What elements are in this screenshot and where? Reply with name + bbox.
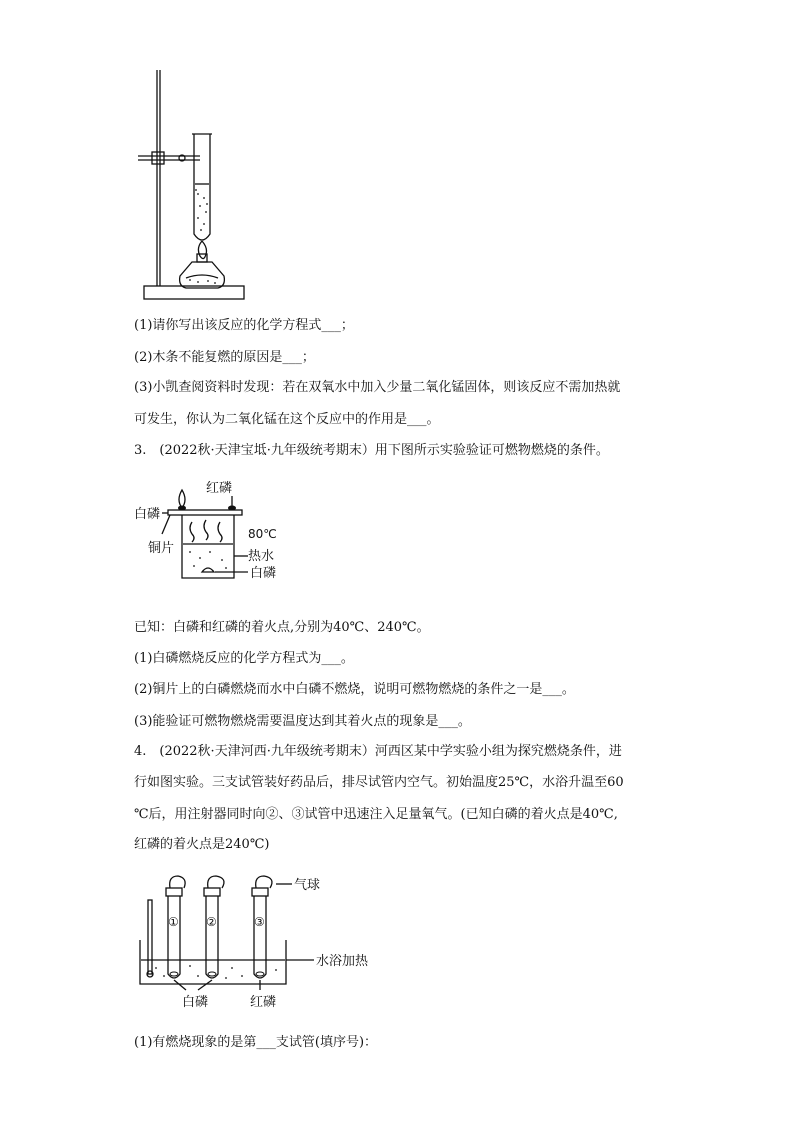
q3-sub2: (2)铜片上的白磷燃烧而水中白磷不燃烧，说明可燃物燃烧的条件之一是___。: [134, 682, 575, 697]
label-water-bath: 水浴加热: [316, 954, 369, 969]
q4-sub1: (1)有燃烧现象的是第___支试管(填序号)：: [134, 1035, 378, 1050]
label-white-phosphorus-bottom: 白磷: [250, 566, 277, 581]
label-copper-sheet: 铜片: [148, 541, 175, 556]
label-tube-1: ①: [168, 915, 179, 929]
figure-iron-stand-apparatus: [138, 66, 248, 304]
label-red-phosphorus: 红磷: [206, 481, 233, 496]
label-balloon: 气球: [294, 878, 321, 893]
label-hot-water: 热水: [248, 549, 275, 564]
q3-known: 已知：白磷和红磷的着火点,分别为40℃、240℃。: [134, 620, 430, 635]
label-temperature: 80℃: [248, 527, 277, 541]
label-white-phosphorus: 白磷: [182, 995, 209, 1010]
figure-water-bath-test-tubes: [136, 866, 376, 1016]
label-tube-3: ③: [254, 915, 265, 929]
q2-sub3-line1: (3)小凯查阅资料时发现：若在双氧水中加入少量二氧化锰固体，则该反应不需加热就: [134, 380, 621, 395]
figure-beaker-copper-sheet: [130, 476, 290, 586]
q4-line1: 4. (2022秋·天津河西·九年级统考期末）河西区某中学实验小组为探究燃烧条件，进: [134, 744, 622, 759]
q2-sub2: (2)木条不能复燃的原因是___；: [134, 350, 315, 365]
q3-heading: 3. (2022秋·天津宝坻·九年级统考期末）用下图所示实验验证可燃物燃烧的条件。: [134, 443, 609, 458]
label-tube-2: ②: [206, 915, 217, 929]
label-white-phosphorus-top: 白磷: [134, 507, 161, 522]
q2-sub1: (1)请你写出该反应的化学方程式___；: [134, 318, 354, 333]
q2-sub3-line2: 可发生，你认为二氧化锰在这个反应中的作用是___。: [134, 412, 440, 427]
q4-line3: ℃后，用注射器同时向②、③试管中迅速注入足量氧气。(已知白磷的着火点是40℃,: [134, 807, 618, 822]
label-red-phosphorus: 红磷: [250, 995, 277, 1010]
q4-line2: 行如图实验。三支试管装好药品后，排尽试管内空气。初始温度25℃，水浴升温至60: [134, 775, 624, 790]
q4-line4: 红磷的着火点是240℃): [134, 837, 270, 852]
q3-sub1: (1)白磷燃烧反应的化学方程式为___。: [134, 651, 354, 666]
q3-sub3: (3)能验证可燃物燃烧需要温度达到其着火点的现象是___。: [134, 714, 471, 729]
